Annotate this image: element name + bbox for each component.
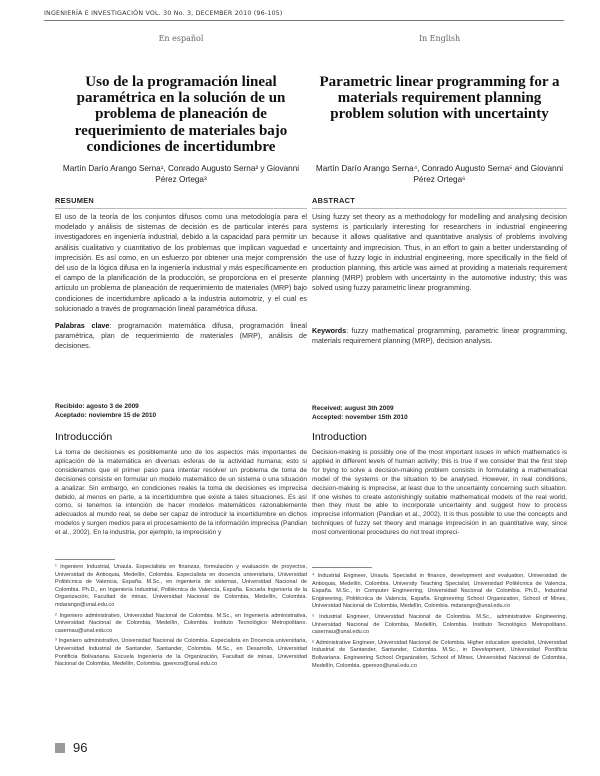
intro-title-en: Introduction: [312, 431, 367, 443]
footnote-3: ³ Ingeniero administrativo, Universidad Nacional de Colombia. Especialista en Docencia universitaria, Universidad Industrial de Santander, Santander, Colombia. M.Sc., en Desarrollo, Universidad Pontificia Bolivariana. Escuela Ingeniería de la Organización, Facultad de minas, Universidad Nacional de Colombia, Medellín, Colombia. gperezo@unal.edu.co: [55, 638, 307, 668]
authors-en: Martín Darío Arango Serna⁴, Conrado Augusto Serna⁵ and Giovanni Pérez Ortega⁶: [315, 164, 564, 184]
abstract-label-text-en: ABSTRACT: [312, 196, 356, 205]
paper-title-en: Parametric linear programming for a materials requirement planning problem solution with uncertainty: [319, 74, 560, 123]
dates-en: [312, 404, 408, 422]
abstract-rule-en: [312, 208, 567, 209]
page-number: 96: [73, 740, 88, 755]
paper-title-es: Uso de la programación lineal paramétrica en la solución de un problema de planeación de requerimiento de materiales bajo condiciones de incertidumbre: [74, 74, 288, 155]
keywords-text-es: : programación matemática difusa, programación lineal paramétrica, plan de requerimiento de materiales (MRP), análisis de decisiones.: [55, 322, 307, 351]
footnote-rule-en: [312, 567, 372, 568]
intro-text-es: La toma de decisiones es posiblemente uno de los aspectos más importantes de aplicación de la matemática en diversas esferas de la actividad humana; esto si consideramos que el primer paso para intentar resolver un problema de toma de decisiones consiste en formular un modelo matemático de un sistema o una situación a analizar. Sin embargo, en condiciones reales la toma de decisiones es imprecisa debido, al menos en parte, a la incertidumbre que existe a tales situaciones. Es así como, si tenemos la intención de hacer modelos matemáticos razonablemente adecuados al mundo real, se debe ser capaz de introducir la incertidumbre en dichos modelos y surgen medios para el procesamiento de la información imprecisa (Pandian et al., 2002). En la industria, por ejemplo, la imprecisión y: [55, 449, 307, 537]
keywords-en: [312, 326, 567, 346]
language-label-en: In English: [418, 34, 461, 43]
footnote-6: ⁶ Administrative Engineer, Universidad Nacional de Colombia. Higher education specialist, Universidad Industrial de Santander, Santander, Colombia. M.Sc., in Development, Universidad Pontificia Bolivariana. Engineering School Organization, School of Mines, Universidad Nacional de Colombia, Medellín, Colombia. gperezo@unal.edu.co: [312, 639, 567, 669]
received-date-es: Recibido: agosto 3 de 2009: [55, 403, 139, 410]
dates-es: [55, 402, 156, 420]
language-label-es: En español: [158, 34, 204, 43]
page-marker-square: [55, 743, 65, 753]
authors-es: Martín Darío Arango Serna¹, Conrado Augusto Serna² y Giovanni Pérez Ortega³: [62, 164, 300, 184]
keywords-text-en: : fuzzy mathematical programming, parametric linear programming, materials requirement planning (MRP), decision analysis.: [312, 327, 567, 346]
footnotes-en: [312, 573, 567, 673]
abstract-label-text-es: RESUMEN: [55, 196, 95, 205]
accepted-date-es: Aceptado: noviembre 15 de 2010: [55, 412, 157, 419]
footnote-2: ² Ingeniero administrativo, Universidad Nacional de Colombia. M.Sc., en Ingeniería administrativa, Universidad Nacional de Colombia, Medellín, Colombia. Instituto Tecnológico Metropolitano. casernau@unal.edu.co: [55, 612, 307, 634]
abstract-en: Using fuzzy set theory as a methodology for modelling and analysing decision systems is particularly interesting for researchers in industrial engineering because it allows qualitative and quantitative analysis of problems involving uncertainty and imprecision. Thus, in an effort to gain a better understanding of the use of fuzzy logic in industrial engineering, more specifically in the field of production planning, this article was aimed at providing a materials requirement planning (MRP) problem with uncertainty in the automotive industry; this was solved using fuzzy parametric linear programming.: [312, 213, 567, 293]
received-date-en: Received: august 3th 2009: [312, 405, 394, 412]
footnote-rule-es: [55, 559, 115, 560]
abstract-label-es: [55, 196, 307, 209]
footnote-5: ⁵ Industrial Engineer, Universidad Nacional de Colombia. M.Sc., administrative Engineering, Universidad Nacional de Colombia, Medellín, Colombia. Instituto Tecnológico Metropolitano. casernau@unal.edu.co: [312, 613, 567, 636]
intro-text-en: Decision-making is possibly one of the most important issues in which mathematics is applied in different levels of human activity; this is true if we consider that the first step for trying to solve a decision-making problem consists in formulating a mathematical model of the systems or the situation to be analysed. However, in real conditions, decision-making is imprecise, at least due to the uncertainty concerning such situation. If one wishes to create astonishingly suitable mathematical models of the real world, then they must be able to incorporate uncertainty and suggest how to process imprecise information (Pandian et al., 2002). It is thus possible to use the concepts and techniques of fuzzy set theory and manage imprecision in an quantitative way, since most conventional procedures do not treat impreci-: [312, 449, 567, 537]
accepted-date-en: Accepted: november 15th 2010: [312, 414, 408, 421]
page-number-block: [55, 740, 87, 755]
keywords-label-en: Keywords: [312, 327, 347, 335]
footnote-4: ⁴ Industrial Engineer, Unaula. Specialist in finance, development and evaluation, Universidad de Antioquia, Medellín, Colombia. University Teaching Specialist, Universidad Politécnica de Valencia, España. M.Sc., in Computer Engineering, Universidad Nacional de Colombia. Ph.D., Industrial Engineering, Politécnica de Valencia, España. Engineering School Organization, School of Mines, Universidad Nacional de Colombia, Medellín, Colombia. mdarango@unal.edu.co: [312, 573, 567, 610]
abstract-rule-es: [55, 208, 307, 209]
keywords-label-es: Palabras clave: [55, 322, 110, 330]
journal-header: INGENIERÍA E INVESTIGACIÓN VOL. 30 No. 3, DECEMBER 2010 (96-105): [44, 10, 564, 21]
abstract-es: El uso de la teoría de los conjuntos difusos como una metodología para el modelado y análisis de sistemas de decisión es de particular interés para investigadores en ingeniería industrial, debido a la capacidad para permitir un análisis cualitativo y cuantitativo de los problemas que implican vaguedad e imprecisión. Es así como, en un esfuerzo por obtener una mejor comprensión del uso de la lógica difusa en la ingeniería industrial y más específicamente en el campo de la planificación de la producción, se proporciona en el presente artículo un problema de planeación de requerimiento de materiales (MRP) bajo condiciones de incertidumbre aplicado a la industria automotriz, y el cual es solucionado a través de programación lineal paramétrica difusa.: [55, 213, 307, 313]
abstract-label-en: [312, 196, 567, 209]
keywords-es: [55, 321, 307, 352]
footnotes-es: [55, 564, 307, 672]
footnote-1: ¹ Ingeniero Industrial, Unaula. Especialista en finanzas, formulación y evaluación de proyectos, Universidad de Antioquia, Medellín, Colombia. Especialista en docencia universitaria, Universidad Politécnica de Valencia, España. M.Sc., en ingeniería de sistemas, Universidad Nacional de Colombia. Ph.D., en Ingeniería Industrial, Politécnica de Valencia, España. Escuela Ingeniería de la Organización, Facultad de minas, Universidad Nacional de Colombia, Medellín, Colombia. mdarango@unal.edu.co: [55, 564, 307, 608]
intro-title-es: Introducción: [55, 431, 113, 443]
